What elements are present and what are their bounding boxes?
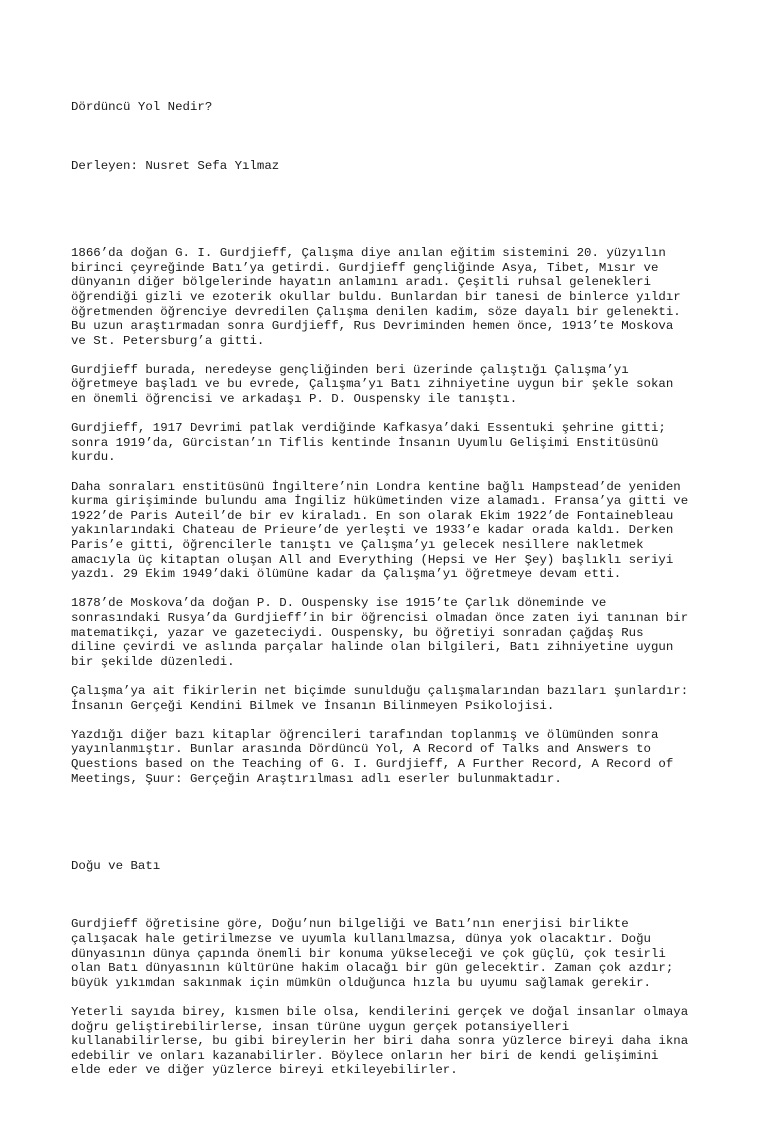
- paragraph-line: yayınlanmıştır. Bunlar arasında Dördüncü Yol, A Record of Talks and Answers to: [71, 742, 651, 757]
- paragraph: [71, 1005, 711, 1078]
- paragraph-line: ve St. Petersburg’a gitti.: [71, 333, 265, 348]
- paragraph-line: Gurdjieff, 1917 Devrimi patlak verdiğinde Kafkasya’daki Essentuki şehrine gitti;: [71, 421, 666, 436]
- paragraph: [71, 480, 711, 582]
- section-intro: [71, 246, 711, 786]
- paragraph-line: elde eder ve diğer yüzlerce bireyi etkileyebilirler.: [71, 1063, 458, 1078]
- paragraph-line: edebilir ve onları kazanabilirler. Böylece onların her biri de kendi gelişimini: [71, 1048, 659, 1063]
- paragraph-line: en önemli öğrencisi ve arkadaşı P. D. Ouspensky ile tanıştı.: [71, 392, 518, 407]
- document-author: Derleyen: Nusret Sefa Yılmaz: [71, 158, 280, 173]
- paragraph: [71, 421, 711, 465]
- section-title-dogu-ve-bati: Doğu ve Batı: [71, 859, 161, 874]
- paragraph-line: Yeterli sayıda birey, kısmen bile olsa, kendilerini gerçek ve doğal insanlar olmaya: [71, 1005, 689, 1020]
- paragraph-line: matematikçi, yazar ve gazeteciydi. Ouspensky, bu öğretiyi sonradan çağdaş Rus: [71, 625, 644, 640]
- paragraph: [71, 596, 711, 669]
- paragraph-line: dünyasının dünya çapında önemli bir konuma yükseleceği ve çok güçlü, çok tesirli: [71, 946, 666, 961]
- paragraph-line: İnsanın Gerçeği Kendini Bilmek ve İnsanın Bilinmeyen Psikolojisi.: [71, 698, 555, 713]
- paragraph-line: bir şekilde düzenledi.: [71, 654, 235, 669]
- paragraph-line: Bu uzun araştırmadan sonra Gurdjieff, Rus Devriminden hemen önce, 1913’te Moskova: [71, 319, 674, 334]
- document-title: Dördüncü Yol Nedir?: [71, 100, 213, 115]
- paragraph-line: Gurdjieff öğretisine göre, Doğu’nun bilgeliği ve Batı’nın enerjisi birlikte: [71, 917, 629, 932]
- paragraph-line: öğretmenden öğrenciye devredilen Çalışma denilen kadim, söze dayalı bir gelenekti.: [71, 304, 681, 319]
- paragraph-line: kurdu.: [71, 450, 116, 465]
- paragraph: [71, 363, 711, 407]
- paragraph-line: olan Batı dünyasının kültürüne hakim olacağı bir gün gelecektir. Zaman çok azdır;: [71, 961, 674, 976]
- paragraph: [71, 917, 711, 990]
- paragraph-line: amacıyla üç kitaptan oluşan All and Everything (Hepsi ve Her Şey) başlıklı seriyi: [71, 552, 674, 567]
- paragraph-line: 1878’de Moskova’da doğan P. D. Ouspensky ise 1915’te Çarlık döneminde ve: [71, 596, 607, 611]
- paragraph-line: 1922’de Paris Auteil’de bir ev kiraladı. En son olarak Ekim 1922’de Fontainebleau: [71, 508, 674, 523]
- paragraph-line: Meetings, Şuur: Gerçeğin Araştırılması adlı eserler bulunmaktadır.: [71, 771, 562, 786]
- section-dogu-ve-bati: [71, 917, 711, 1078]
- paragraph-line: Daha sonraları enstitüsünü İngiltere’nin Londra kentine bağlı Hampstead’de yeniden: [71, 479, 681, 494]
- paragraph: [71, 246, 711, 348]
- paragraph-line: Gurdjieff burada, neredeyse gençliğinden beri üzerinde çalıştığı Çalışma’yı: [71, 362, 629, 377]
- paragraph-line: sonra 1919’da, Gürcistan’ın Tiflis kentinde İnsanın Uyumlu Gelişimi Enstitüsünü: [71, 435, 659, 450]
- paragraph-line: kurma girişiminde bulundu ama İngiliz hükümetinden vize alamadı. Fransa’ya gitti ve: [71, 494, 689, 509]
- paragraph-line: diline çevirdi ve aslında parçalar halinde olan bilgileri, Batı zihniyetine uygun: [71, 640, 674, 655]
- paragraph-line: sonrasındaki Rusya’da Gurdjieff’in bir öğrencisi olmadan önce zaten iyi tanınan bir: [71, 610, 689, 625]
- paragraph-line: dünyanın diğer bölgelerinde hayatın anlamını aradı. Çeşitli ruhsal gelenekleri: [71, 275, 651, 290]
- paragraph-line: Questions based on the Teaching of G. I. Gurdjieff, A Further Record, A Record of: [71, 756, 674, 771]
- paragraph-line: büyük yıkımdan sakınmak için mümkün olduğunca hızla bu uyumu sağlamak gerekir.: [71, 975, 651, 990]
- paragraph-line: doğru geliştirebilirlerse, insan türüne uygun gerçek potansiyelleri: [71, 1019, 570, 1034]
- paragraph-line: Paris’e gitti, öğrencilerle tanıştı ve Çalışma’yı gelecek nesillere nakletmek: [71, 538, 644, 553]
- paragraph-line: yakınlarındaki Chateau de Prieure’de yerleşti ve 1933’e kadar orada kaldı. Derken: [71, 523, 674, 538]
- paragraph-line: kullanabilirlerse, bu gibi bireylerin her biri daha sonra yüzlerce bireyi daha ikna: [71, 1034, 689, 1049]
- paragraph-line: öğretmeye başladı ve bu evrede, Çalışma’yı Batı zihniyetine uygun bir şekle sokan: [71, 377, 674, 392]
- paragraph-line: Yazdığı diğer bazı kitaplar öğrencileri tarafından toplanmış ve ölümünden sonra: [71, 727, 659, 742]
- paragraph-line: birinci çeyreğinde Batı’ya getirdi. Gurdjieff gençliğinde Asya, Tibet, Mısır ve: [71, 260, 659, 275]
- document-body: [71, 71, 711, 1122]
- paragraph: [71, 728, 711, 786]
- paragraph-line: yazdı. 29 Ekim 1949’daki ölümüne kadar da Çalışma’yı öğretmeye devam etti.: [71, 567, 622, 582]
- paragraph-line: Çalışma’ya ait fikirlerin net biçimde sunulduğu çalışmalarından bazıları şunlardır:: [71, 683, 689, 698]
- paragraph-line: 1866’da doğan G. I. Gurdjieff, Çalışma diye anılan eğitim sistemini 20. yüzyılın: [71, 246, 666, 261]
- paragraph-line: öğrendiği gizli ve ezoterik okullar buldu. Bunlardan bir tanesi de binlerce yıldır: [71, 289, 681, 304]
- paragraph: [71, 684, 711, 713]
- paragraph-line: çalışacak hale getirilmezse ve uyumla kullanılmazsa, dünya yok olacaktır. Doğu: [71, 932, 651, 947]
